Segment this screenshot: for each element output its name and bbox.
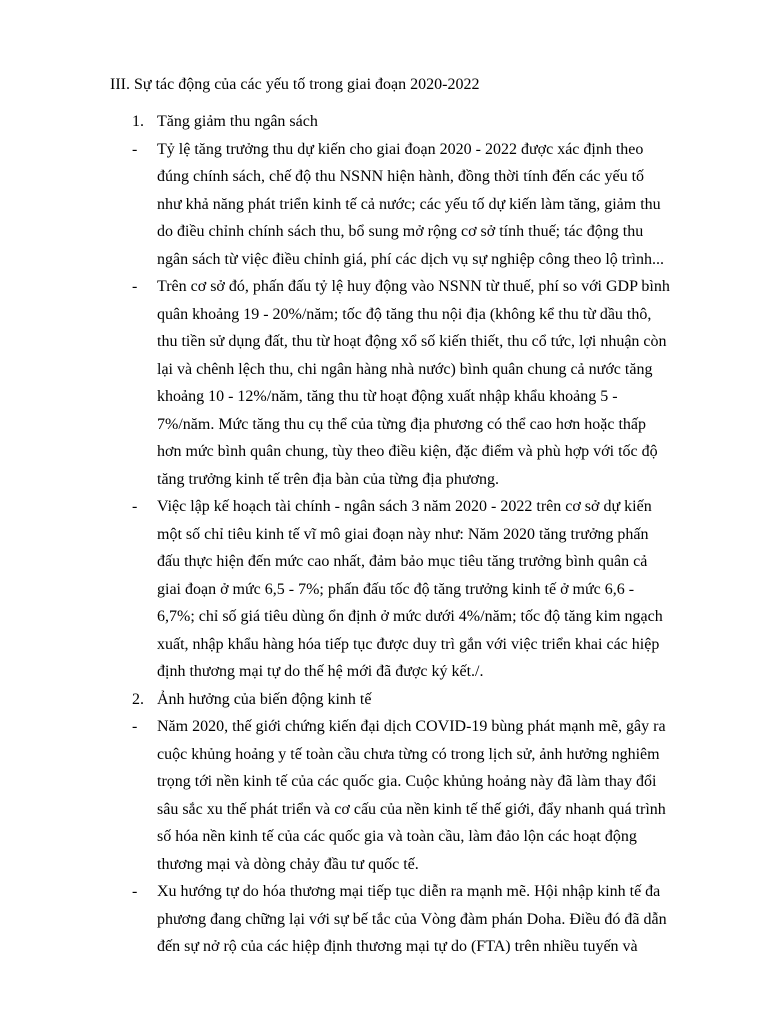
text-line: khoảng 10 - 12%/năm, tăng thu từ hoạt động xuất nhập khẩu khoảng 5 - — [157, 388, 618, 405]
text-line: hơn mức bình quân chung, tùy theo điều kiện, đặc điểm và phù hợp với tốc độ — [157, 443, 658, 460]
section-heading: III. Sự tác động của các yếu tố trong giai đoạn 2020-2022 — [110, 76, 480, 93]
numbered-item-2 — [0, 686, 768, 714]
bullet-item — [0, 273, 768, 493]
text-line: Xu hướng tự do hóa thương mại tiếp tục diễn ra mạnh mẽ. Hội nhập kinh tế đa — [157, 883, 661, 900]
text-line: đấu thực hiện đến mức cao nhất, đảm bảo mục tiêu tăng trưởng bình quân cả — [157, 553, 648, 570]
text-line: sâu sắc xu thế phát triển và cơ cấu của nền kinh tế thế giới, đẩy nhanh quá trình — [157, 800, 666, 818]
text-line: Trên cơ sở đó, phấn đấu tỷ lệ huy động vào NSNN từ thuế, phí so với GDP bình — [157, 278, 670, 295]
text-line: ngân sách từ việc điều chỉnh giá, phí các dịch vụ sự nghiệp công theo lộ trình... — [157, 250, 664, 268]
text-line: đến sự nở rộ của các hiệp định thương mại tự do (FTA) trên nhiều tuyến và — [157, 938, 638, 955]
item-number: 2. — [132, 690, 144, 708]
text-line: thương mại và dòng chảy đầu tư quốc tế. — [157, 855, 419, 873]
paragraph — [157, 878, 697, 961]
bullet-item — [0, 493, 768, 686]
text-line: Tỷ lệ tăng trưởng thu dự kiến cho giai đoạn 2020 - 2022 được xác định theo — [157, 140, 644, 158]
text-line: phương đang chững lại với sự bế tắc của Vòng đàm phán Doha. Điều đó đã dẫn — [157, 910, 667, 928]
bullet-item — [0, 136, 768, 274]
text-line: tăng trưởng kinh tế trên địa bàn của từng địa phương. — [157, 470, 499, 488]
item-number: 1. — [132, 113, 144, 130]
text-line: đúng chính sách, chế độ thu NSNN hiện hành, đồng thời tính đến các yếu tố — [157, 168, 645, 185]
text-line: xuất, nhập khẩu hàng hóa tiếp tục được duy trì gắn với việc triển khai các hiệp — [157, 635, 660, 653]
text-line: giai đoạn ở mức 6,5 - 7%; phấn đấu tốc độ tăng trưởng kinh tế ở mức 6,6 - — [157, 580, 635, 598]
text-line: Việc lập kế hoạch tài chính - ngân sách 3 năm 2020 - 2022 trên cơ sở dự kiến — [157, 498, 652, 515]
text-line: trọng tới nền kinh tế của các quốc gia. Cuộc khủng hoảng này đã làm thay đổi — [157, 773, 657, 790]
text-line: quân khoảng 19 - 20%/năm; tốc độ tăng thu nội địa (không kể thu từ dầu thô, — [157, 305, 652, 323]
text-line: số hóa nền kinh tế của các quốc gia và toàn cầu, làm đảo lộn các hoạt động — [157, 828, 637, 845]
text-line: cuộc khủng hoảng y tế toàn cầu chưa từng có trong lịch sử, ảnh hưởng nghiêm — [157, 745, 660, 763]
text-line: 7%/năm. Mức tăng thu cụ thể của từng địa phương có thể cao hơn hoặc thấp — [157, 415, 647, 433]
text-line: do điều chỉnh chính sách thu, bổ sung mở rộng cơ sở tính thuế; tác động thu — [157, 223, 644, 240]
bullet-dash: - — [132, 140, 138, 158]
bullet-dash: - — [132, 883, 138, 900]
bullet-dash: - — [132, 498, 138, 515]
text-line: thu tiền sử dụng đất, thu từ hoạt động xổ số kiến thiết, thu cổ tức, lợi nhuận còn — [157, 333, 667, 350]
paragraph — [157, 136, 697, 274]
bullet-item — [0, 713, 768, 878]
paragraph — [157, 493, 697, 686]
text-line: 6,7%; chỉ số giá tiêu dùng ổn định ở mức dưới 4%/năm; tốc độ tăng kim ngạch — [157, 608, 663, 625]
numbered-item-1 — [0, 108, 768, 136]
text-line: Năm 2020, thế giới chứng kiến đại dịch COVID-19 bùng phát mạnh mẽ, gây ra — [157, 718, 666, 735]
paragraph — [157, 273, 697, 493]
text-line: như khả năng phát triển kinh tế cả nước; các yếu tố dự kiến làm tăng, giảm thu — [157, 195, 661, 213]
item-title: Tăng giảm thu ngân sách — [157, 113, 318, 130]
text-line: định thương mại tự do thế hệ mới đã được ký kết./. — [157, 663, 484, 680]
text-line: lại và chênh lệch thu, chi ngân hàng nhà nước) bình quân chung cả nước tăng — [157, 360, 653, 378]
text-line: một số chỉ tiêu kinh tế vĩ mô giai đoạn này như: Năm 2020 tăng trưởng phấn — [157, 525, 649, 543]
paragraph — [157, 713, 697, 878]
bullet-dash: - — [132, 278, 138, 295]
bullet-item — [0, 878, 768, 961]
bullet-dash: - — [132, 718, 138, 735]
item-title: Ảnh hưởng của biến động kinh tế — [157, 690, 372, 708]
document-body — [0, 108, 768, 961]
